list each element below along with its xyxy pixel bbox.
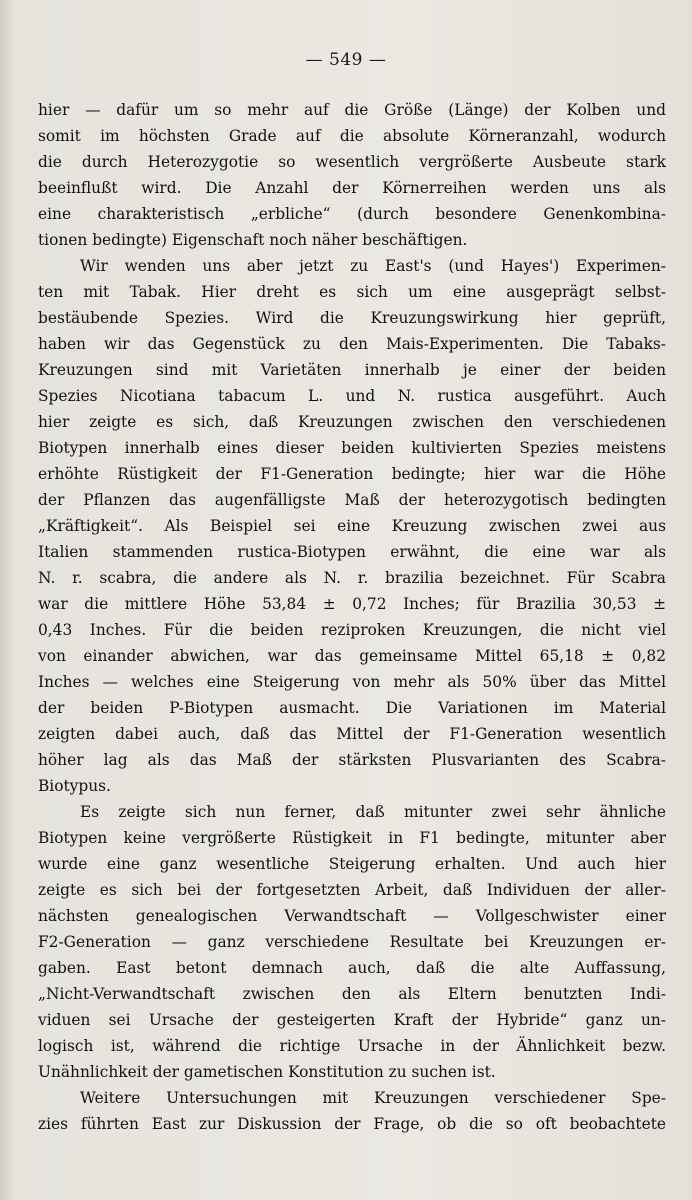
text-line: höher lag als das Maß der stärksten Plusvarianten des Scabra-	[38, 751, 666, 769]
text-line: „Nicht-Verwandtschaft zwischen den als Eltern benutzten Indi-	[38, 985, 666, 1003]
text-line: bestäubende Spezies. Wird die Kreuzungswirkung hier geprüft,	[38, 309, 666, 327]
text-line: zeigte es sich bei der fortgesetzten Arbeit, daß Individuen der aller-	[38, 881, 666, 899]
text-line: haben wir das Gegenstück zu den Mais-Experimenten. Die Tabaks-	[38, 335, 666, 353]
text-line: logisch ist, während die richtige Ursache in der Ähnlichkeit bezw.	[38, 1037, 666, 1055]
text-line: eine charakteristisch „erbliche“ (durch besondere Genenkombina-	[38, 205, 666, 223]
text-line: zeigten dabei auch, daß das Mittel der F1-Generation wesentlich	[38, 725, 666, 743]
text-line: hier zeigte es sich, daß Kreuzungen zwischen den verschiedenen	[38, 413, 666, 431]
text-line: F2-Generation — ganz verschiedene Resultate bei Kreuzungen er-	[38, 933, 666, 951]
text-line: N. r. scabra, die andere als N. r. brazilia bezeichnet. Für Scabra	[38, 569, 666, 587]
text-line: „Kräftigkeit“. Als Beispiel sei eine Kreuzung zwischen zwei aus	[38, 517, 666, 535]
text-line: wurde eine ganz wesentliche Steigerung erhalten. Und auch hier	[38, 855, 666, 873]
page-number: — 549 —	[305, 50, 387, 70]
text-line: Wir wenden uns aber jetzt zu East's (und Hayes') Experimen-	[80, 257, 666, 275]
text-line: Unähnlichkeit der gametischen Konstitution zu suchen ist.	[38, 1063, 496, 1081]
text-line: Biotypen innerhalb eines dieser beiden kultivierten Spezies meistens	[38, 439, 666, 457]
text-line: war die mittlere Höhe 53,84 ± 0,72 Inches; für Brazilia 30,53 ±	[38, 595, 666, 613]
text-line: von einander abwichen, war das gemeinsame Mittel 65,18 ± 0,82	[38, 647, 666, 665]
text-line: Biotypus.	[38, 777, 111, 795]
text-line: erhöhte Rüstigkeit der F1-Generation bedingte; hier war die Höhe	[38, 465, 666, 483]
text-line: Es zeigte sich nun ferner, daß mitunter zwei sehr ähnliche	[80, 803, 666, 821]
text-line: Kreuzungen sind mit Varietäten innerhalb je einer der beiden	[38, 361, 666, 379]
text-line: der Pflanzen das augenfälligste Maß der heterozygotisch bedingten	[38, 491, 666, 509]
text-line: ten mit Tabak. Hier dreht es sich um eine ausgeprägt selbst-	[38, 283, 666, 301]
text-line: tionen bedingte) Eigenschaft noch näher beschäftigen.	[38, 231, 468, 249]
text-line: Italien stammenden rustica-Biotypen erwähnt, die eine war als	[38, 543, 666, 561]
text-line: Biotypen keine vergrößerte Rüstigkeit in F1 bedingte, mitunter aber	[38, 829, 666, 847]
text-line: beeinflußt wird. Die Anzahl der Körnerreihen werden uns als	[38, 179, 666, 197]
text-line: der beiden P-Biotypen ausmacht. Die Variationen im Material	[38, 699, 666, 717]
text-line: die durch Heterozygotie so wesentlich vergrößerte Ausbeute stark	[38, 153, 666, 171]
text-line: hier — dafür um so mehr auf die Größe (Länge) der Kolben und	[38, 101, 666, 119]
text-line: 0,43 Inches. Für die beiden reziproken Kreuzungen, die nicht viel	[38, 621, 666, 639]
text-line: Spezies Nicotiana tabacum L. und N. rustica ausgeführt. Auch	[38, 387, 666, 405]
text-line: Inches — welches eine Steigerung von mehr als 50% über das Mittel	[38, 673, 666, 691]
text-line: zies führten East zur Diskussion der Frage, ob die so oft beobachtete	[38, 1115, 666, 1133]
text-line: Weitere Untersuchungen mit Kreuzungen verschiedener Spe-	[80, 1089, 666, 1107]
text-line: somit im höchsten Grade auf die absolute Körneranzahl, wodurch	[38, 127, 666, 145]
text-line: gaben. East betont demnach auch, daß die alte Auffassung,	[38, 959, 666, 977]
text-line: viduen sei Ursache der gesteigerten Kraft der Hybride“ ganz un-	[38, 1011, 666, 1029]
text-line: nächsten genealogischen Verwandtschaft — Vollgeschwister einer	[38, 907, 666, 925]
